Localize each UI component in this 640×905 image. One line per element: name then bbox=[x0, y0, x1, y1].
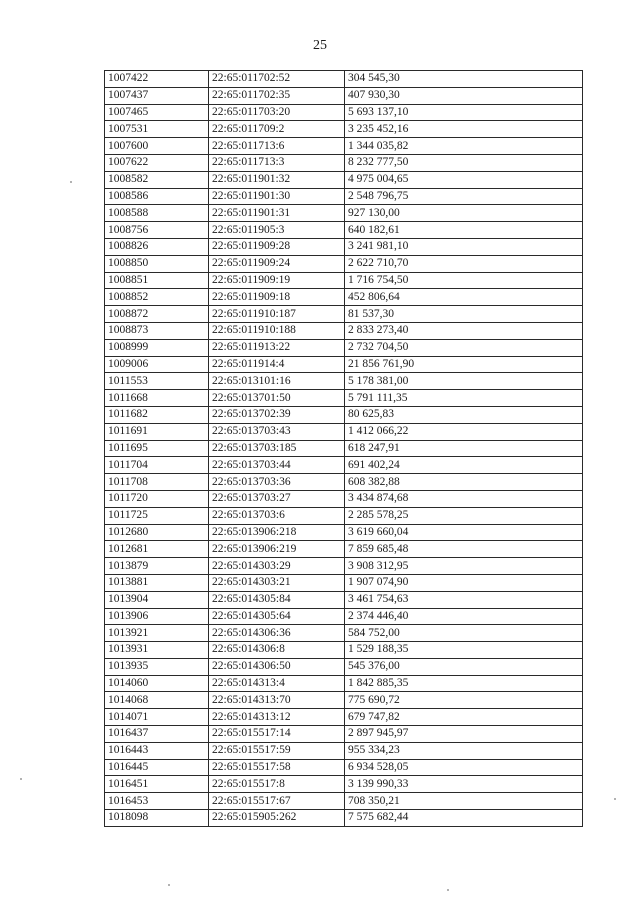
table-row bbox=[105, 726, 583, 743]
object-id-cell: 1013881 bbox=[105, 574, 209, 591]
object-id-cell: 1008826 bbox=[105, 238, 209, 255]
object-id-cell: 1007422 bbox=[105, 71, 209, 88]
cadastral-number-cell: 22:65:013906:219 bbox=[209, 541, 345, 558]
value-cell: 1 344 035,82 bbox=[345, 138, 583, 155]
value-cell: 3 241 981,10 bbox=[345, 238, 583, 255]
value-cell: 2 548 796,75 bbox=[345, 188, 583, 205]
table-row bbox=[105, 625, 583, 642]
table-row bbox=[105, 87, 583, 104]
value-cell: 5 693 137,10 bbox=[345, 104, 583, 121]
cadastral-number-cell: 22:65:014305:84 bbox=[209, 591, 345, 608]
object-id-cell: 1007437 bbox=[105, 87, 209, 104]
object-id-cell: 1016451 bbox=[105, 776, 209, 793]
value-cell: 5 178 381,00 bbox=[345, 373, 583, 390]
value-cell: 1 907 074,90 bbox=[345, 574, 583, 591]
table-row bbox=[105, 104, 583, 121]
cadastral-number-cell: 22:65:011702:35 bbox=[209, 87, 345, 104]
object-id-cell: 1008872 bbox=[105, 306, 209, 323]
cadastral-number-cell: 22:65:014303:21 bbox=[209, 574, 345, 591]
object-id-cell: 1009006 bbox=[105, 356, 209, 373]
value-cell: 3 434 874,68 bbox=[345, 490, 583, 507]
object-id-cell: 1007600 bbox=[105, 138, 209, 155]
scan-speck bbox=[614, 798, 616, 800]
cadastral-number-cell: 22:65:011910:188 bbox=[209, 322, 345, 339]
value-cell: 618 247,91 bbox=[345, 440, 583, 457]
value-cell: 3 461 754,63 bbox=[345, 591, 583, 608]
value-cell: 3 908 312,95 bbox=[345, 558, 583, 575]
cadastral-number-cell: 22:65:014313:70 bbox=[209, 692, 345, 709]
table-row bbox=[105, 574, 583, 591]
object-id-cell: 1014071 bbox=[105, 709, 209, 726]
table-row bbox=[105, 339, 583, 356]
cadastral-number-cell: 22:65:013702:39 bbox=[209, 406, 345, 423]
value-cell: 3 619 660,04 bbox=[345, 524, 583, 541]
cadastral-number-cell: 22:65:015517:58 bbox=[209, 759, 345, 776]
value-cell: 2 897 945,97 bbox=[345, 726, 583, 743]
table-row bbox=[105, 390, 583, 407]
cadastral-number-cell: 22:65:015517:59 bbox=[209, 742, 345, 759]
cadastral-number-cell: 22:65:013703:36 bbox=[209, 474, 345, 491]
cadastral-number-cell: 22:65:011909:19 bbox=[209, 272, 345, 289]
value-cell: 7 859 685,48 bbox=[345, 541, 583, 558]
cadastral-number-cell: 22:65:011909:18 bbox=[209, 289, 345, 306]
value-cell: 955 334,23 bbox=[345, 742, 583, 759]
cadastral-number-cell: 22:65:011709:2 bbox=[209, 121, 345, 138]
object-id-cell: 1016437 bbox=[105, 726, 209, 743]
object-id-cell: 1008850 bbox=[105, 255, 209, 272]
object-id-cell: 1013931 bbox=[105, 642, 209, 659]
cadastral-number-cell: 22:65:015905:262 bbox=[209, 810, 345, 827]
object-id-cell: 1008852 bbox=[105, 289, 209, 306]
table-row bbox=[105, 171, 583, 188]
value-cell: 1 529 188,35 bbox=[345, 642, 583, 659]
value-cell: 6 934 528,05 bbox=[345, 759, 583, 776]
value-cell: 407 930,30 bbox=[345, 87, 583, 104]
cadastral-number-cell: 22:65:014303:29 bbox=[209, 558, 345, 575]
cadastral-number-cell: 22:65:013701:50 bbox=[209, 390, 345, 407]
object-id-cell: 1008586 bbox=[105, 188, 209, 205]
cadastral-number-cell: 22:65:011703:20 bbox=[209, 104, 345, 121]
table-row bbox=[105, 138, 583, 155]
value-cell: 80 625,83 bbox=[345, 406, 583, 423]
table-row bbox=[105, 692, 583, 709]
table-row bbox=[105, 558, 583, 575]
value-cell: 4 975 004,65 bbox=[345, 171, 583, 188]
cadastral-number-cell: 22:65:015517:8 bbox=[209, 776, 345, 793]
cadastral-number-cell: 22:65:011914:4 bbox=[209, 356, 345, 373]
object-id-cell: 1008873 bbox=[105, 322, 209, 339]
cadastral-number-cell: 22:65:011905:3 bbox=[209, 222, 345, 239]
scan-speck bbox=[168, 884, 170, 886]
value-cell: 640 182,61 bbox=[345, 222, 583, 239]
table-row bbox=[105, 759, 583, 776]
object-id-cell: 1008582 bbox=[105, 171, 209, 188]
cadastral-number-cell: 22:65:011713:6 bbox=[209, 138, 345, 155]
table-row bbox=[105, 642, 583, 659]
table-row bbox=[105, 205, 583, 222]
value-cell: 452 806,64 bbox=[345, 289, 583, 306]
table-row bbox=[105, 457, 583, 474]
cadastral-number-cell: 22:65:011713:3 bbox=[209, 154, 345, 171]
cadastral-number-cell: 22:65:011702:52 bbox=[209, 71, 345, 88]
table-body bbox=[105, 71, 583, 827]
object-id-cell: 1013904 bbox=[105, 591, 209, 608]
table-row bbox=[105, 289, 583, 306]
object-id-cell: 1008756 bbox=[105, 222, 209, 239]
table-row bbox=[105, 71, 583, 88]
object-id-cell: 1014068 bbox=[105, 692, 209, 709]
table-row bbox=[105, 658, 583, 675]
page-number: 25 bbox=[313, 38, 327, 53]
object-id-cell: 1007622 bbox=[105, 154, 209, 171]
cadastral-number-cell: 22:65:011909:28 bbox=[209, 238, 345, 255]
table-row bbox=[105, 776, 583, 793]
value-cell: 8 232 777,50 bbox=[345, 154, 583, 171]
object-id-cell: 1014060 bbox=[105, 675, 209, 692]
cadastral-number-cell: 22:65:013703:185 bbox=[209, 440, 345, 457]
value-cell: 5 791 111,35 bbox=[345, 390, 583, 407]
scan-speck bbox=[20, 778, 22, 780]
table-row bbox=[105, 490, 583, 507]
cadastral-number-cell: 22:65:011910:187 bbox=[209, 306, 345, 323]
value-cell: 2 285 578,25 bbox=[345, 507, 583, 524]
value-cell: 1 842 885,35 bbox=[345, 675, 583, 692]
value-cell: 2 374 446,40 bbox=[345, 608, 583, 625]
value-cell: 1 716 754,50 bbox=[345, 272, 583, 289]
object-id-cell: 1018098 bbox=[105, 810, 209, 827]
table-row bbox=[105, 188, 583, 205]
object-id-cell: 1016443 bbox=[105, 742, 209, 759]
object-id-cell: 1011720 bbox=[105, 490, 209, 507]
value-cell: 304 545,30 bbox=[345, 71, 583, 88]
value-cell: 81 537,30 bbox=[345, 306, 583, 323]
value-cell: 708 350,21 bbox=[345, 793, 583, 810]
object-id-cell: 1013906 bbox=[105, 608, 209, 625]
value-cell: 679 747,82 bbox=[345, 709, 583, 726]
value-cell: 1 412 066,22 bbox=[345, 423, 583, 440]
value-cell: 927 130,00 bbox=[345, 205, 583, 222]
cadastral-number-cell: 22:65:014306:36 bbox=[209, 625, 345, 642]
cadastral-number-cell: 22:65:011901:30 bbox=[209, 188, 345, 205]
cadastral-number-cell: 22:65:013703:6 bbox=[209, 507, 345, 524]
table-row bbox=[105, 238, 583, 255]
object-id-cell: 1008588 bbox=[105, 205, 209, 222]
cadastral-number-cell: 22:65:013703:43 bbox=[209, 423, 345, 440]
table-row bbox=[105, 675, 583, 692]
object-id-cell: 1007465 bbox=[105, 104, 209, 121]
cadastral-number-cell: 22:65:011913:22 bbox=[209, 339, 345, 356]
table-row bbox=[105, 810, 583, 827]
value-cell: 2 622 710,70 bbox=[345, 255, 583, 272]
cadastral-number-cell: 22:65:011909:24 bbox=[209, 255, 345, 272]
object-id-cell: 1013921 bbox=[105, 625, 209, 642]
table-row bbox=[105, 423, 583, 440]
cadastral-number-cell: 22:65:013703:44 bbox=[209, 457, 345, 474]
value-cell: 3 235 452,16 bbox=[345, 121, 583, 138]
value-cell: 3 139 990,33 bbox=[345, 776, 583, 793]
table-row bbox=[105, 356, 583, 373]
value-cell: 775 690,72 bbox=[345, 692, 583, 709]
cadastral-number-cell: 22:65:014305:64 bbox=[209, 608, 345, 625]
cadastral-number-cell: 22:65:013906:218 bbox=[209, 524, 345, 541]
table-row bbox=[105, 742, 583, 759]
cadastral-number-cell: 22:65:011901:32 bbox=[209, 171, 345, 188]
table-row bbox=[105, 272, 583, 289]
table-row bbox=[105, 474, 583, 491]
value-cell: 608 382,88 bbox=[345, 474, 583, 491]
object-id-cell: 1011691 bbox=[105, 423, 209, 440]
table-row bbox=[105, 306, 583, 323]
object-id-cell: 1011553 bbox=[105, 373, 209, 390]
object-id-cell: 1011695 bbox=[105, 440, 209, 457]
table-row bbox=[105, 121, 583, 138]
cadastral-number-cell: 22:65:014306:8 bbox=[209, 642, 345, 659]
table-row bbox=[105, 373, 583, 390]
object-id-cell: 1008999 bbox=[105, 339, 209, 356]
scan-speck bbox=[70, 181, 72, 183]
scan-speck bbox=[447, 889, 449, 891]
table-row bbox=[105, 709, 583, 726]
object-id-cell: 1007531 bbox=[105, 121, 209, 138]
table-row bbox=[105, 524, 583, 541]
cadastral-number-cell: 22:65:014306:50 bbox=[209, 658, 345, 675]
cadastral-number-cell: 22:65:015517:14 bbox=[209, 726, 345, 743]
table-row bbox=[105, 541, 583, 558]
object-id-cell: 1013879 bbox=[105, 558, 209, 575]
table-row bbox=[105, 406, 583, 423]
object-id-cell: 1011704 bbox=[105, 457, 209, 474]
table-row bbox=[105, 793, 583, 810]
object-id-cell: 1011708 bbox=[105, 474, 209, 491]
table-row bbox=[105, 591, 583, 608]
cadastral-number-cell: 22:65:013703:27 bbox=[209, 490, 345, 507]
table-row bbox=[105, 154, 583, 171]
value-cell: 21 856 761,90 bbox=[345, 356, 583, 373]
object-id-cell: 1011668 bbox=[105, 390, 209, 407]
table-row bbox=[105, 222, 583, 239]
object-id-cell: 1016453 bbox=[105, 793, 209, 810]
table-row bbox=[105, 322, 583, 339]
object-id-cell: 1012680 bbox=[105, 524, 209, 541]
object-id-cell: 1011682 bbox=[105, 406, 209, 423]
cadastral-number-cell: 22:65:011901:31 bbox=[209, 205, 345, 222]
value-cell: 584 752,00 bbox=[345, 625, 583, 642]
cadastral-value-table bbox=[104, 70, 583, 827]
cadastral-number-cell: 22:65:014313:12 bbox=[209, 709, 345, 726]
cadastral-number-cell: 22:65:014313:4 bbox=[209, 675, 345, 692]
object-id-cell: 1011725 bbox=[105, 507, 209, 524]
object-id-cell: 1016445 bbox=[105, 759, 209, 776]
value-cell: 545 376,00 bbox=[345, 658, 583, 675]
table-row bbox=[105, 608, 583, 625]
value-cell: 7 575 682,44 bbox=[345, 810, 583, 827]
cadastral-number-cell: 22:65:015517:67 bbox=[209, 793, 345, 810]
object-id-cell: 1008851 bbox=[105, 272, 209, 289]
value-cell: 2 732 704,50 bbox=[345, 339, 583, 356]
table-row bbox=[105, 255, 583, 272]
value-cell: 2 833 273,40 bbox=[345, 322, 583, 339]
cadastral-number-cell: 22:65:013101:16 bbox=[209, 373, 345, 390]
table-row bbox=[105, 440, 583, 457]
table-row bbox=[105, 507, 583, 524]
object-id-cell: 1012681 bbox=[105, 541, 209, 558]
value-cell: 691 402,24 bbox=[345, 457, 583, 474]
object-id-cell: 1013935 bbox=[105, 658, 209, 675]
